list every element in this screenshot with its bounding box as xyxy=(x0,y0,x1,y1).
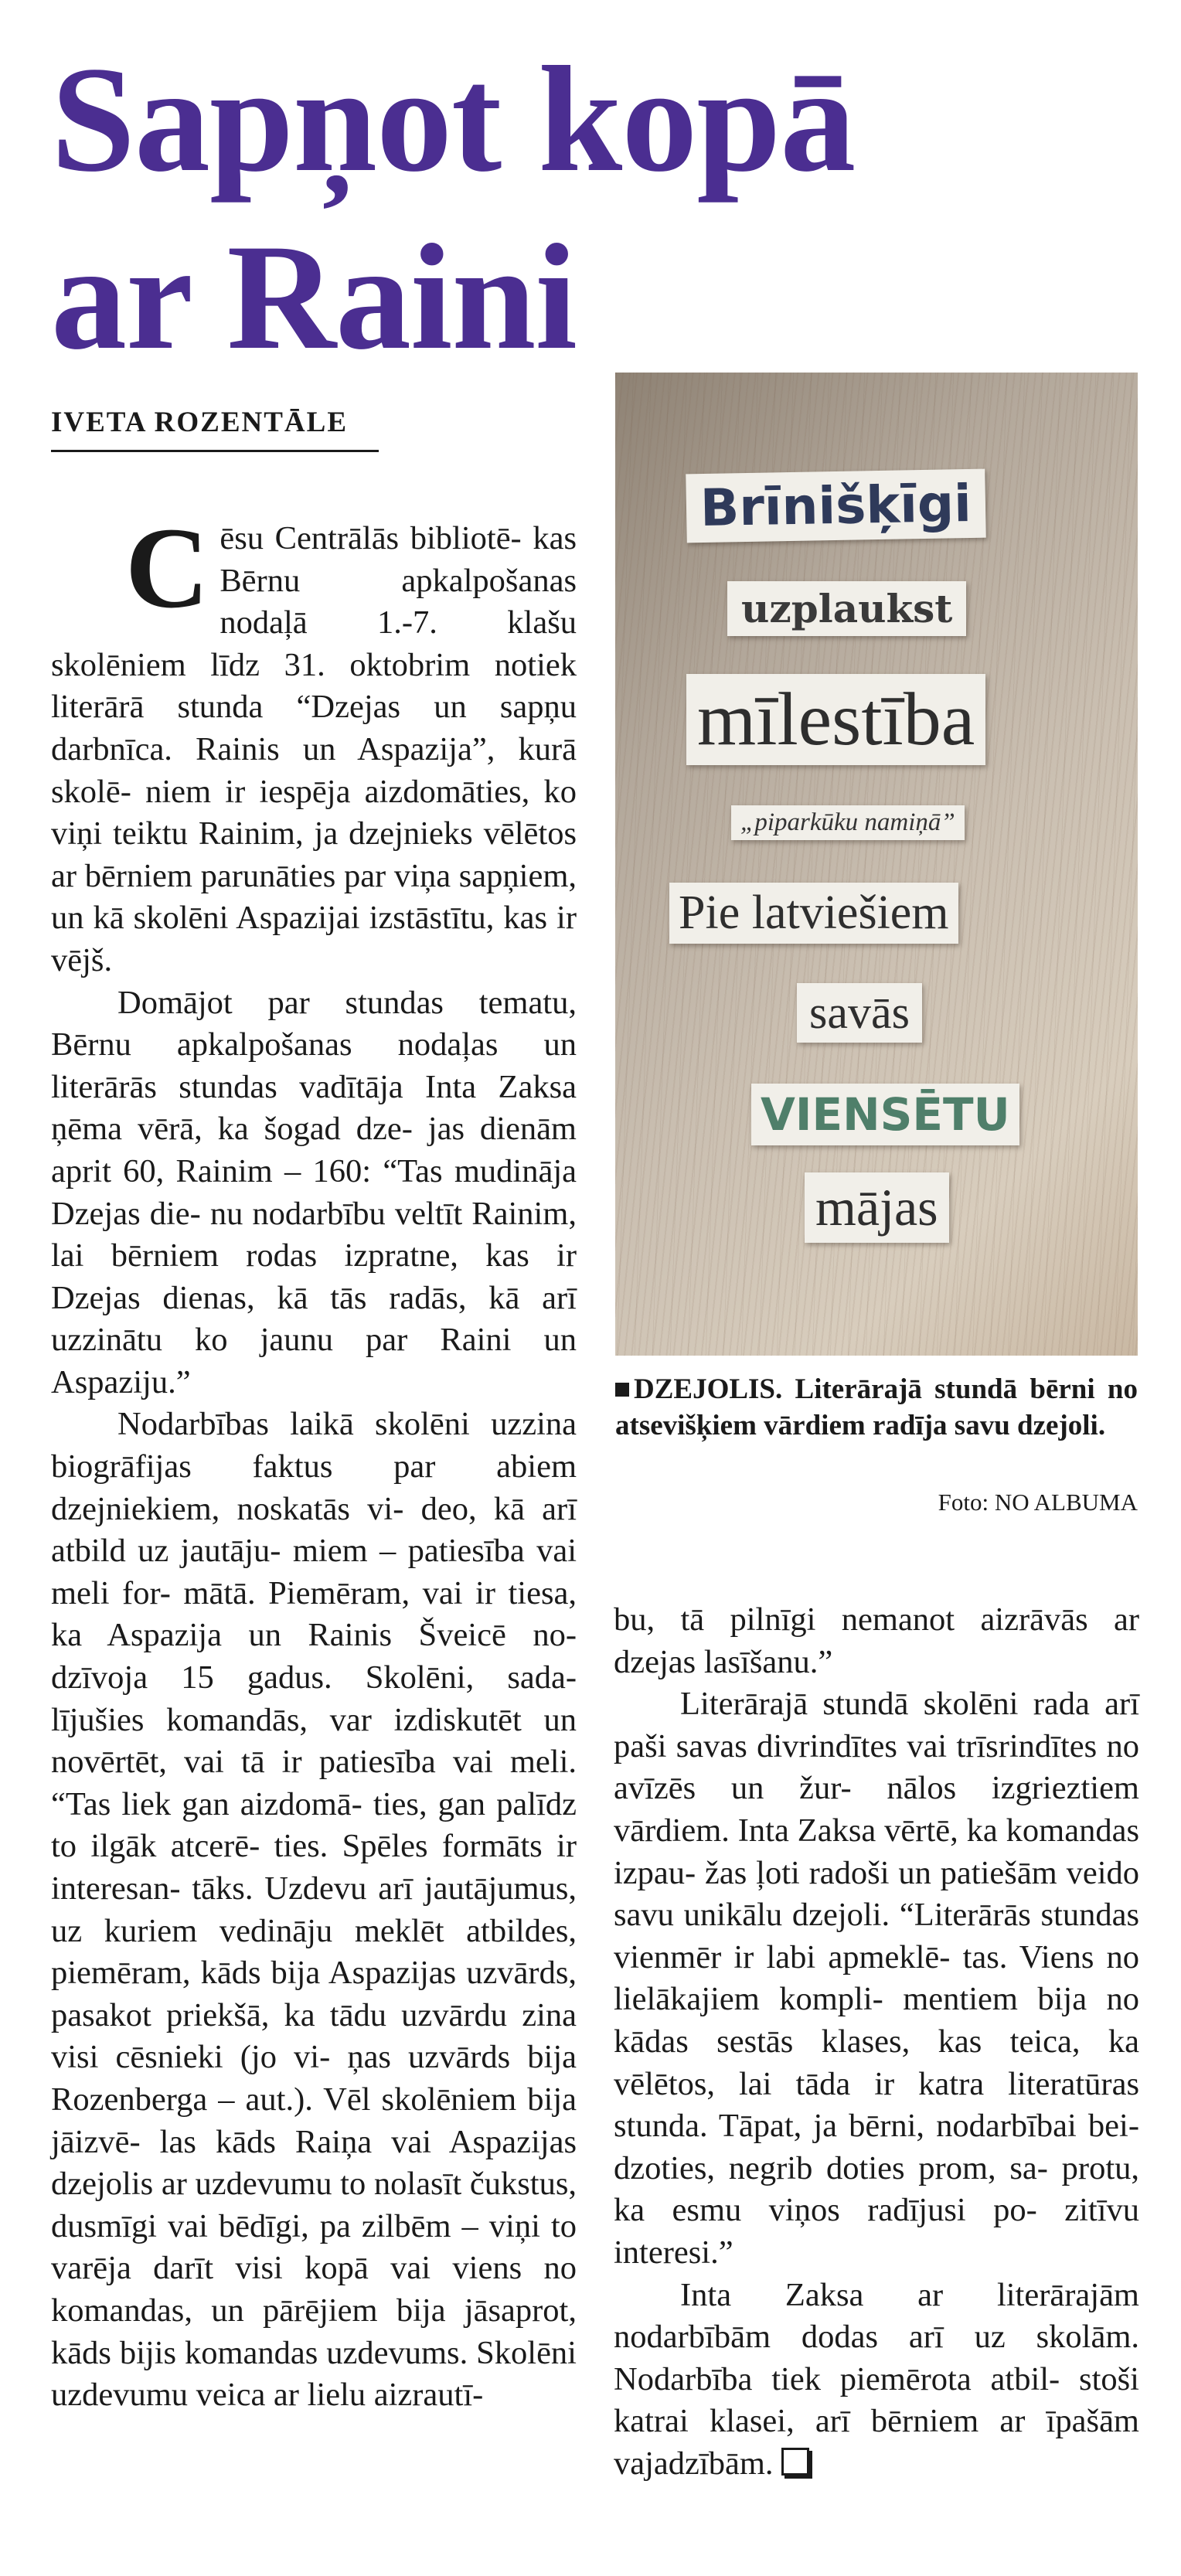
article-paragraph: Literārajā stundā skolēni rada arī paši savas divrindītes vai trīsrindītes no avīzēs un žur- nālos izgrieztiem vārdiem. Inta Zaksa vērtē, ka komandas izpau- žas ļoti radoši un patiešām veido savu unikālu dzejoli. “Literārās stundas vienmēr ir labi apmeklē- tas. Viens no lielākajiem kompli- mentiem bija no kādas sestās klases, kas teica, ka vēlētos, lai tāda ir katra literatūras stunda. Tāpat, ja bērni, nodarbībai bei- dzoties, negrib doties prom, sa- protu, ka esmu viņos radījusi po- zitīvu interesi.” xyxy=(614,1686,1139,2271)
clipping-word: Pie latviešiem xyxy=(669,883,958,944)
clipping-word: uzplaukst xyxy=(727,581,966,636)
headline xyxy=(51,31,1118,386)
article-paragraph: bu, tā pilnīgi nemanot aizrāvās ar dzejas lasīšanu.” xyxy=(614,1601,1139,1680)
article-paragraph xyxy=(51,504,577,982)
clipping-word: mājas xyxy=(805,1172,949,1243)
caption-text: Literārajā stundā bērni no atsevišķiem vārdiem radīja savu dzejoli. xyxy=(615,1373,1138,1441)
clipping-word: Brīnišķīgi xyxy=(686,469,985,543)
author-byline: IVETA ROZENTĀLE xyxy=(51,406,379,452)
article-paragraph: Nodarbības laikā skolēni uzzina biogrāfijas faktus par abiem dzejniekiem, noskatās vi- deo, kā arī atbild uz jautāju- miem – patiesība vai meli for- mātā. Piemēram, vai ir tiesa, ka Aspazija un Rainis Šveicē no- dzīvoja 15 gadus. Skolēni, sada- lījušies komandās, var izdiskutēt un novērtēt, vai tā ir patiesība vai meli. “Tas liek gan aizdomā- ties, gan palīdz to ilgāk atcerē- ties. Spēles formāts ir interesan- tāks. Uzdevu arī jautājumus, uz kuriem vedināju meklēt atbildes, piemēram, kāds bija Aspazijas uzvārds, pasakot priekšā, ka tādu uzvārdu zina visi cēsnieki (jo vi- ņas uzvārds bija Rozenberga – aut.). Vēl skolēniem bija jāizvē- las kāds Raiņa vai Aspazijas dzejolis ar uzdevumu to nolasīt čukstus, dusmīgi vai bēdīgi, pa zilbēm – viņi to varēja darīt visi kopā vai viens no komandas, un pārējiem bija jāsaprot, kāds bijis komandas uzdevums. Skolēni uzdevumu veica ar lielu aizrautī- xyxy=(51,1406,577,2414)
article-photo xyxy=(615,373,1138,1356)
photo-caption xyxy=(615,1371,1138,1444)
caption-bullet-icon xyxy=(615,1383,629,1397)
article-column-right xyxy=(614,1599,1139,2485)
caption-lead: DZEJOLIS. xyxy=(634,1373,783,1405)
end-mark-icon xyxy=(781,2448,809,2476)
headline-line-1: Sapņot kopā xyxy=(51,36,856,203)
clipping-word: VIENSĒTU xyxy=(751,1084,1019,1145)
article-paragraph xyxy=(614,2275,1139,2486)
headline-line-2: ar Raini xyxy=(51,213,577,381)
clipping-word: mīlestība xyxy=(686,674,985,765)
paragraph-text: Inta Zaksa ar literārajām nodarbībām dodas arī uz skolām. Nodarbība tiek piemērota atbil- stoši katrai klasei, arī bērniem ar īpašām vajadzībām. xyxy=(614,2276,1139,2482)
clipping-word: savās xyxy=(797,983,922,1043)
article-column-left xyxy=(51,504,577,2417)
drop-cap: C xyxy=(125,504,209,632)
paragraph-text: ēsu Centrālās bibliotē- kas Bērnu apkalpošanas nodaļā 1.-7. klašu skolēniem līdz 31. oktobrim notiek literārā stunda “Dzejas un sapņu darbnīca. Rainis un Aspazija”, kurā skolē- niem ir iespēja aizdomāties, ko viņi teiktu Rainim, ja dzejnieks vēlētos ar bērniem parunāties par viņa sapņiem, un kā skolēni Aspazijai izstāstītu, kas ir vējš. xyxy=(51,520,577,978)
article-paragraph: Domājot par stundas tematu, Bērnu apkalpošanas nodaļas un literārās stundas vadītāja Inta Zaksa ņēma vērā, ka šogad dze- jas dienām aprit 60, Rainim – 160: “Tas mudināja Dzejas die- nu nodarbību veltīt Rainim, lai bērniem rodas izpratne, kas ir Dzejas dienas, kā tās radās, kā arī uzzinātu ko jaunu par Raini un Aspaziju.” xyxy=(51,984,577,1400)
clipping-word: „piparkūku namiņā” xyxy=(731,805,965,840)
photo-credit: Foto: NO ALBUMA xyxy=(938,1489,1138,1516)
